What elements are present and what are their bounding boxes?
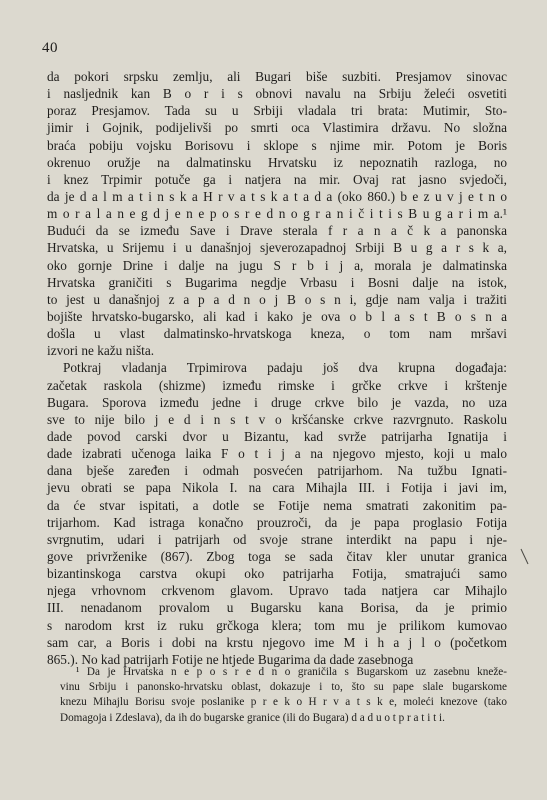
text-line: braća pobiju vojsku Borisovu i sklope s njime mir. Potom je Boris <box>47 137 507 153</box>
footnote-line: knezu Mihajlu Borisu svoje poslanike p r e k o H r v a t s k e, moleći knezove (tako <box>60 696 507 709</box>
footnote <box>60 665 507 726</box>
footnote-line: Domagoja i Zdeslava), da ih do bugarske granice (ili do Bugara) d a d u o t p r a t i t i. <box>60 711 445 724</box>
text-line: Hrvatska, u Srijemu i u današnjoj sjeverozapadnoj Srbiji B u g a r s k a, <box>47 240 507 256</box>
text-line: dade povod carski dvor u Bizantu, kad svrže patrijarha Ignatija i <box>47 428 507 444</box>
body-text <box>47 68 507 668</box>
text-line: III. nenadanom provalom u Bugarsku kana Borisa, da je primio <box>47 600 507 616</box>
text-line: sam car, a Boris i dobi na krstu njegovo ime M i h a j l o (početkom <box>47 634 507 650</box>
text-line: bizantinskoga carstva okupi oko patrijarha Fotija, smatrajući samo <box>47 566 507 582</box>
text-line: m o r a l a n e g d j e n e p o s r e d n o g r a n i č i t i s B u g a r i m a.¹ <box>47 206 507 222</box>
text-line: to jest u današnjoj z a p a d n o j B o s n i, gdje nam valja i tražiti <box>47 291 507 307</box>
text-line: sve to nije bilo j e d i n s t v o kršćanske crkve razvrgnuto. Raskolu <box>47 411 507 427</box>
page-number: 40 <box>42 40 58 56</box>
text-line: trijarhom. Kad istraga konačno prouzroči, da je papa proglasio Fotija <box>47 514 507 530</box>
text-line: Hrvatska graničiti s Bugarima negdje Vrbasu i Bosni dalje na istok, <box>47 274 507 290</box>
text-line: bojište hrvatsko-bugarsko, ali kad i kako je ova o b l a s t B o s n a <box>47 308 507 324</box>
text-line: i knez Trpimir potuče ga i natjera na mir. Ovaj rat jasno svjedoči, <box>47 171 507 187</box>
text-line: jevu obrati se papa Nikola I. na cara Mihajla III. i Fotija i javi im, <box>47 480 507 496</box>
text-line: Budući da se između Save i Drave sterala f r a n a č k a panonska <box>47 223 507 239</box>
text-line: s narodom krst iz ruku grčkoga klera; tom mu je prilikom kumovao <box>47 617 507 633</box>
text-line: Bugara. Sporova između jedne i druge crkve bilo je vazda, no uza <box>47 394 507 410</box>
text-line: i nasljednik kan B o r i s obnovi navalu na Srbiju želeći osvetiti <box>47 86 507 102</box>
pencil-mark <box>520 548 529 566</box>
text-line: došla u vlast dalmatinsko-hrvatskoga kneza, o tom nam mršavi <box>47 326 507 342</box>
text-line: svrgnutim, udari i patrijarh od svoje strane interdikt na papu i nje- <box>47 531 507 547</box>
footnote-line: vinu Srbiju i panonsko-hrvatsku oblast, dokazuje i to, što su pape slale bugarskome <box>60 681 507 694</box>
text-line: da će stvar ispitati, a dotle se Fotije nema smatrati zakonitim pa- <box>47 497 507 513</box>
text-line: jimir i Gojnik, podijelivši po smrti oca Vlastimira državu. No složna <box>47 120 507 136</box>
text-line: njega vrhovnom crkvenom glavom. Upravo tada natjera car Mihajlo <box>47 583 507 599</box>
text-line: oko gornje Drine i dalje na jugu S r b i j a, morala je dalmatinska <box>47 257 507 273</box>
text-line: da pokori srpsku zemlju, ali Bugari biše suzbiti. Presjamov sinovac <box>47 69 507 84</box>
text-line: Potkraj vladanja Trpimirova padaju još dva krupna događaja: <box>63 360 507 376</box>
text-line: izvori ne kažu ništa. <box>47 343 155 359</box>
text-line: okrenuo oružje na dalmatinsku Hrvatsku iz nepoznatih razloga, no <box>47 154 507 170</box>
text-line: da je d a l m a t i n s k a H r v a t s k a t a d a (oko 860.) b e z u v j e t n o <box>47 188 507 204</box>
footnote-line: ¹ Da je Hrvatska n e p o s r e d n o graničila s Bugarskom uz zasebnu kneže- <box>76 666 507 678</box>
text-line: dana bješe zaređen i odmah posvećen patrijarhom. Na tužbu Ignati- <box>47 463 507 479</box>
text-line: dade izabrati učenoga laika F o t i j a na njegovo mjesto, koji u malo <box>47 446 507 462</box>
text-line: 865.). No kad patrijarh Fotije ne htjede Bugarima da dade zasebnoga <box>47 651 414 667</box>
text-line: gove privrženike (867). Zbog toga se sada čitav kler unutar granica <box>47 548 507 564</box>
text-line: začetak raskola (shizme) između rimske i grčke crkve i krštenje <box>47 377 507 393</box>
text-line: poraz Presjamov. Tada su u Srbiji vladala tri brata: Mutimir, Sto- <box>47 103 507 119</box>
